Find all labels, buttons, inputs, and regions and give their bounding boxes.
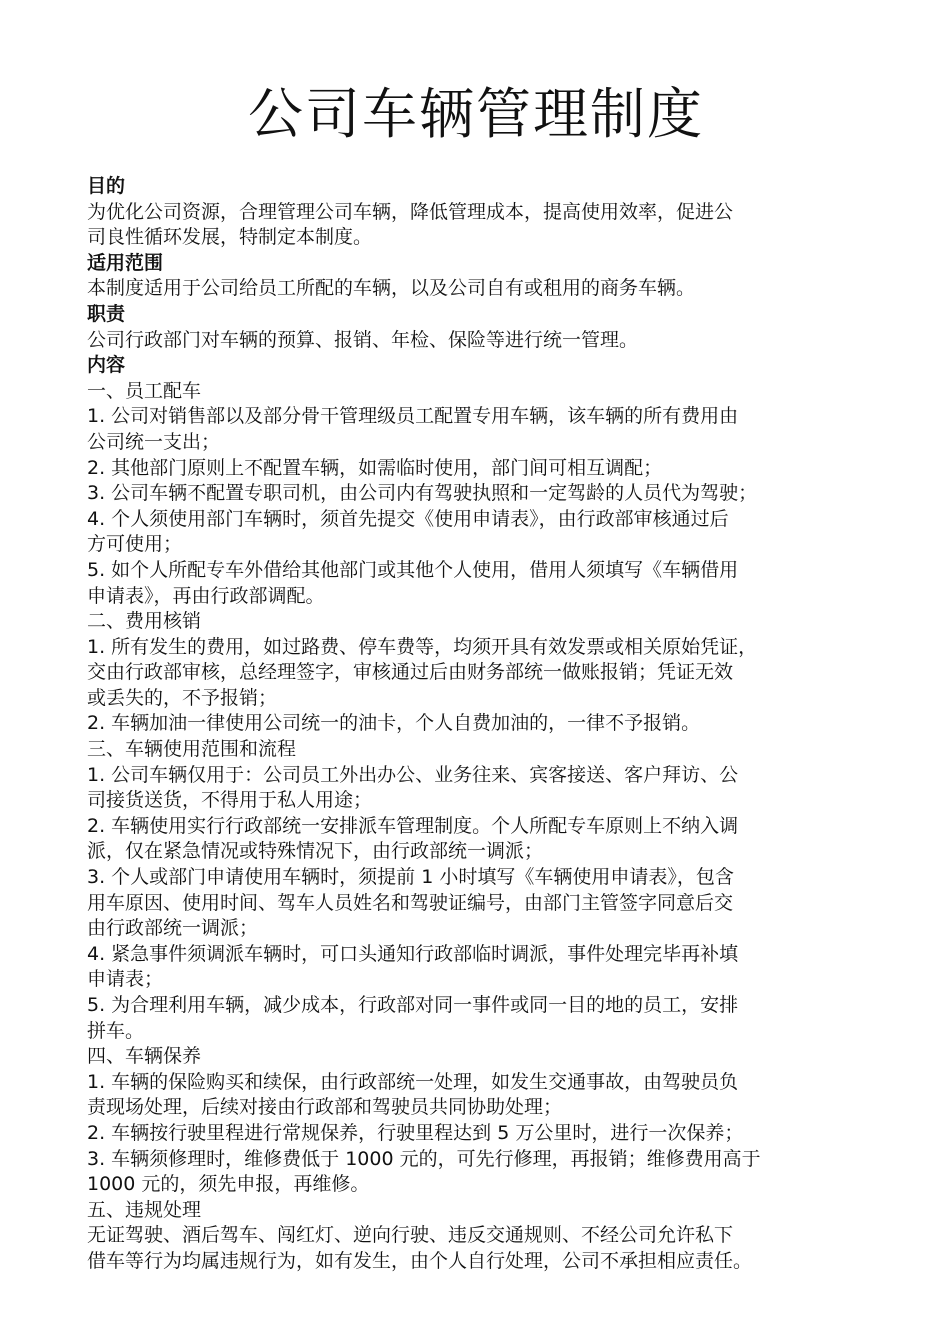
subsection-heading-violations: 五、违规处理 <box>87 1198 202 1221</box>
list-item-line: 申请表》，再由行政部调配。 <box>87 584 325 607</box>
list-item-line: 由行政部统一调派； <box>87 917 259 940</box>
list-item-line: 2. 车辆使用实行行政部统一安排派车管理制度。个人所配专车原则上不纳入调 <box>87 814 739 837</box>
section-heading-duty: 职责 <box>87 302 126 325</box>
list-item-line: 3. 公司车辆不配置专职司机，由公司内有驾驶执照和一定驾龄的人员代为驾驶； <box>87 482 758 505</box>
paragraph-line: 公司行政部门对车辆的预算、报销、年检、保险等进行统一管理。 <box>87 328 639 351</box>
list-item-line: 4. 紧急事件须调派车辆时，可口头通知行政部临时调派，事件处理完毕再补填 <box>87 942 739 965</box>
list-item-line: 1. 车辆的保险购买和续保，由行政部统一处理，如发生交通事故，由驾驶员负 <box>87 1070 739 1093</box>
list-item-line: 5. 为合理利用车辆，减少成本，行政部对同一事件或同一目的地的员工，安排 <box>87 994 739 1016</box>
list-item-line: 2. 车辆加油一律使用公司统一的油卡，个人自费加油的，一律不予报销。 <box>87 712 701 735</box>
list-item-line: 1. 所有发生的费用，如过路费、停车费等，均须开具有效发票或相关原始凭证， <box>87 635 758 658</box>
section-heading-scope: 适用范围 <box>87 251 164 274</box>
section-heading-purpose: 目的 <box>87 175 126 197</box>
list-item-line: 2. 车辆按行驶里程进行常规保养，行驶里程达到 5 万公里时，进行一次保养； <box>87 1121 744 1144</box>
list-item-line: 无证驾驶、酒后驾车、闯红灯、逆向行驶、违反交通规则、不经公司允许私下 <box>87 1224 734 1247</box>
list-item-line: 3. 个人或部门申请使用车辆时，须提前 1 小时填写《车辆使用申请表》，包含 <box>87 866 734 889</box>
paragraph-line: 司良性循环发展，特制定本制度。 <box>87 226 373 249</box>
list-item-line: 派，仅在紧急情况或特殊情况下，由行政部统一调派； <box>87 840 544 863</box>
list-item-line: 公司统一支出； <box>87 430 221 453</box>
subsection-heading-expense: 二、费用核销 <box>87 610 202 633</box>
list-item-line: 1. 公司车辆仅用于：公司员工外出办公、业务往来、宾客接送、客户拜访、公 <box>87 763 739 786</box>
list-item-line: 用车原因、使用时间、驾车人员姓名和驾驶证编号，由部门主管签字同意后交 <box>87 891 734 914</box>
section-heading-content: 内容 <box>87 354 126 377</box>
subsection-heading-usage: 三、车辆使用范围和流程 <box>87 738 297 761</box>
list-item-line: 司接货送货，不得用于私人用途； <box>87 789 373 812</box>
list-item-line: 责现场处理，后续对接由行政部和驾驶员共同协助处理； <box>87 1096 563 1119</box>
paragraph-line: 为优化公司资源，合理管理公司车辆，降低管理成本，提高使用效率，促进公 <box>87 200 734 223</box>
list-item-line: 1. 公司对销售部以及部分骨干管理级员工配置专用车辆，该车辆的所有费用由 <box>87 405 739 428</box>
list-item-line: 借车等行为均属违规行为，如有发生，由个人自行处理，公司不承担相应责任。 <box>87 1249 753 1272</box>
subsection-heading-vehicle-allocation: 一、员工配车 <box>87 379 202 402</box>
list-item-line: 1000 元的，须先申报，再维修。 <box>87 1173 370 1196</box>
list-item-line: 3. 车辆须修理时，维修费低于 1000 元的，可先行修理，再报销；维修费用高于 <box>87 1147 761 1170</box>
list-item-line: 方可使用； <box>87 533 183 556</box>
list-item-line: 拼车。 <box>87 1019 145 1042</box>
paragraph-line: 本制度适用于公司给员工所配的车辆，以及公司自有或租用的商务车辆。 <box>87 277 696 300</box>
list-item-line: 5. 如个人所配专车外借给其他部门或其他个人使用，借用人须填写《车辆借用 <box>87 558 739 581</box>
list-item-line: 或丢失的，不予报销； <box>87 686 278 709</box>
list-item-line: 交由行政部审核，总经理签字，审核通过后由财务部统一做账报销；凭证无效 <box>87 661 734 684</box>
page-title: 公司车辆管理制度 <box>247 82 704 146</box>
document-page <box>87 78 865 1275</box>
list-item-line: 申请表； <box>87 968 164 991</box>
list-item-line: 2. 其他部门原则上不配置车辆，如需临时使用，部门间可相互调配； <box>87 456 663 479</box>
list-item-line: 4. 个人须使用部门车辆时，须首先提交《使用申请表》，由行政部审核通过后 <box>87 507 729 530</box>
subsection-heading-maintenance: 四、车辆保养 <box>87 1045 202 1068</box>
document-body <box>87 174 865 1275</box>
